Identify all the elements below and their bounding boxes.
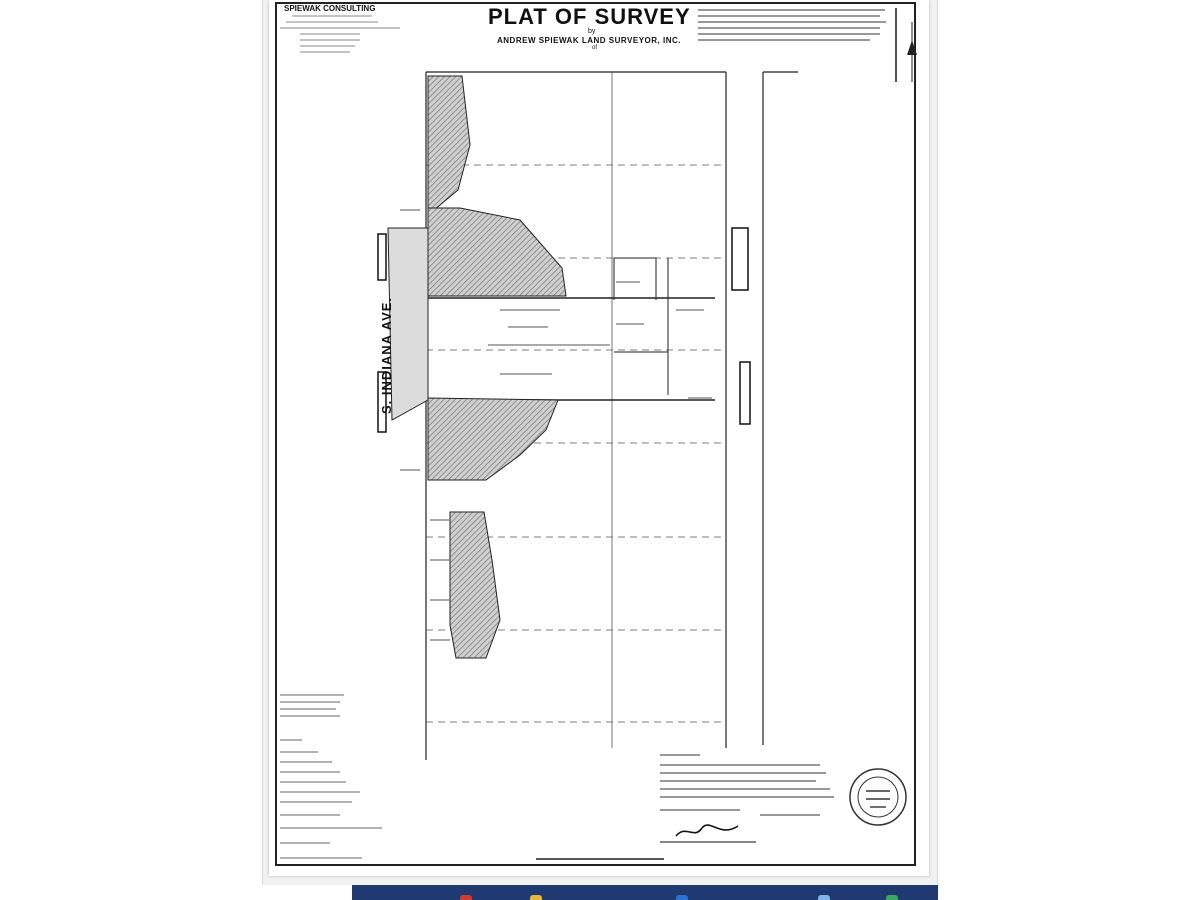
green-app-icon[interactable] [886, 895, 898, 900]
surveyor-seal [850, 769, 906, 825]
taskbar [352, 885, 938, 900]
light-blue-app-icon[interactable] [818, 895, 830, 900]
title-by: by [588, 28, 596, 35]
firm-info-block [280, 16, 400, 52]
building-footprints [388, 76, 566, 658]
firm-name: SPIEWAK CONSULTING [284, 4, 376, 13]
surveyor-signature [660, 825, 756, 842]
street-label: S. INDIANA AVE. [379, 296, 395, 415]
red-app-icon[interactable] [460, 895, 472, 900]
page-title: PLAT OF SURVEY [488, 4, 691, 29]
surveyor-name: ANDREW SPIEWAK LAND SURVEYOR, INC. [497, 36, 681, 45]
legal-description [698, 10, 886, 40]
title-of: of [592, 45, 598, 51]
certification-block [660, 755, 834, 815]
north-arrow-icon [896, 8, 917, 82]
legend-block [280, 695, 382, 858]
blue-app-icon[interactable] [676, 895, 688, 900]
yellow-folder-icon[interactable] [530, 895, 542, 900]
interior-structures [614, 258, 668, 395]
